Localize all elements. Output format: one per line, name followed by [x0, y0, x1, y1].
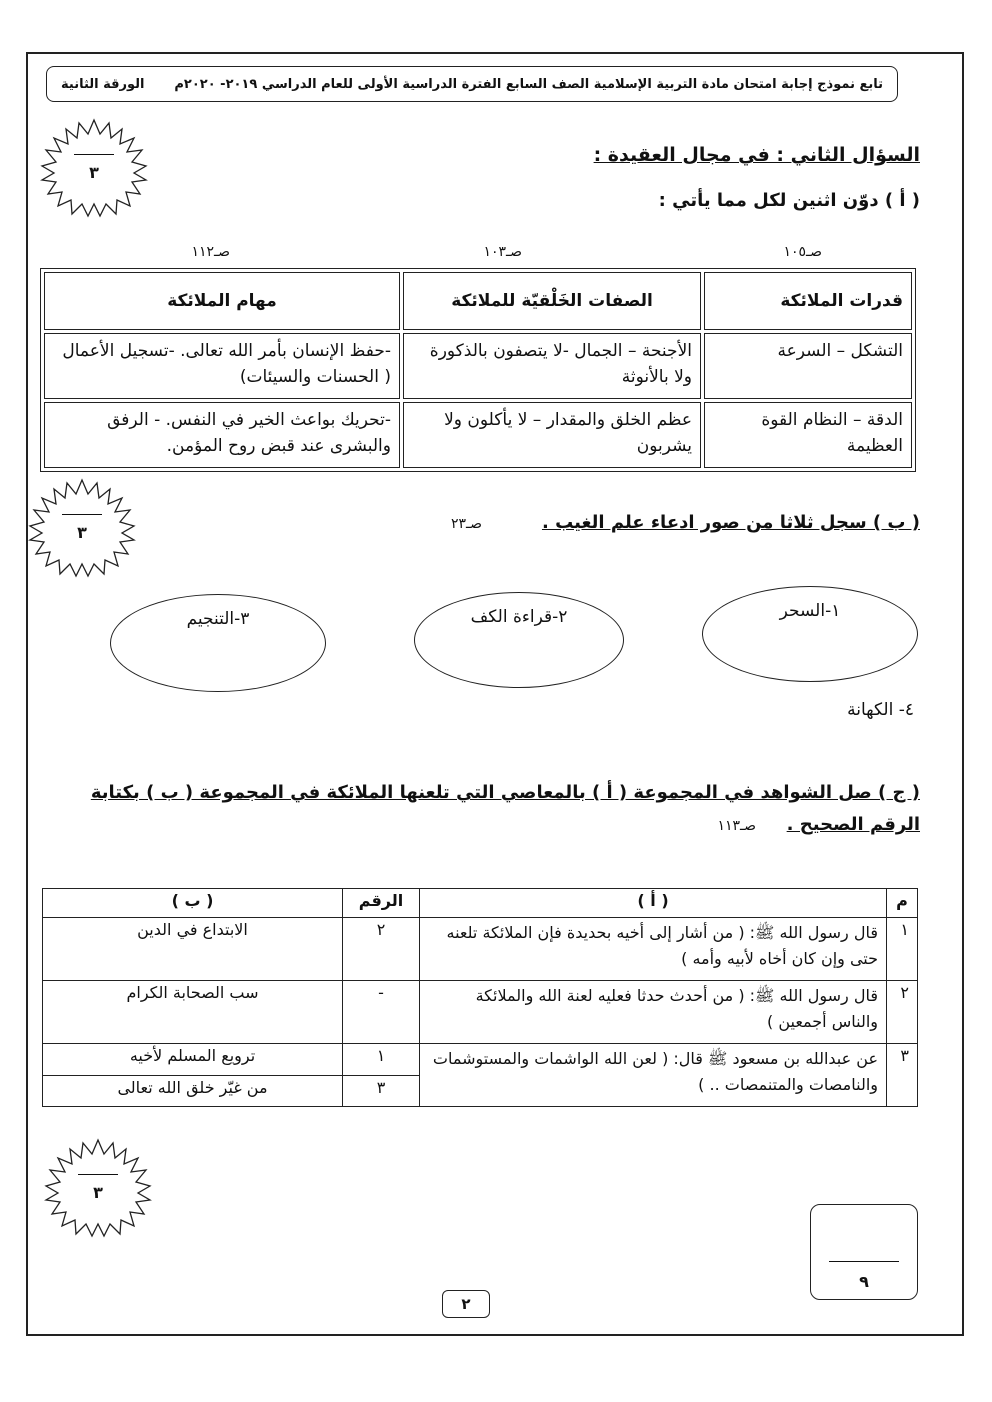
part-b-extra-answer: ٤- الكهانة	[847, 700, 914, 720]
score-a-value: ٣	[89, 163, 99, 182]
part-b-title: ( ب ) سجل ثلاثا من صور ادعاء علم الغيب .	[541, 512, 920, 533]
score-b-value: ٣	[77, 523, 87, 542]
question2-title: السؤال الثاني : في مجال العقيدة :	[593, 144, 920, 166]
col-header-num: م	[887, 889, 918, 918]
row-rank: -	[343, 981, 420, 1044]
row-b-text: ترويع المسلم لأخيه	[43, 1044, 343, 1076]
col-header-traits: الصفات الخَلْقيّة للملائكة	[403, 272, 701, 330]
col-header-rank: الرقم	[343, 889, 420, 918]
row-b-text: الابتداع في الدين	[43, 918, 343, 981]
part-a-page-3: صـ١١٢	[191, 244, 230, 260]
row-a-text: قال رسول الله ﷺ: ( من أحدث حدثا فعليه لعنة الله والملائكة والناس أجمعين )	[420, 981, 887, 1044]
row-a-text: عن عبدالله بن مسعود ﷺ قال: ( لعن الله الواشمات والمستوشمات والنامصات والمتنمصات .. )	[420, 1044, 887, 1107]
answer-ellipse-3	[110, 594, 326, 692]
exam-header	[46, 66, 898, 102]
part-a-title: ( أ ) دوّن اثنين لكل مما يأتي :	[658, 190, 920, 211]
angels-table	[40, 268, 916, 472]
part-b-page: صـ٢٣	[450, 516, 482, 532]
table-row	[43, 981, 918, 1044]
table-header-row	[43, 889, 918, 918]
col-header-b: ( ب )	[43, 889, 343, 918]
row-num: ٣	[887, 1044, 918, 1107]
score-c-value: ٣	[93, 1183, 103, 1202]
row-a-text: قال رسول الله ﷺ: ( من أشار إلى أخيه بحديدة فإن الملائكة تلعنه حتى وإن كان أخاه لأبيه وأمه )	[420, 918, 887, 981]
table-cell: عظم الخلق والمقدار – لا يأكلون ولا يشربون	[403, 402, 701, 468]
row-num: ١	[887, 918, 918, 981]
row-num: ٢	[887, 981, 918, 1044]
col-header-a: ( أ )	[420, 889, 887, 918]
row-rank: ٢	[343, 918, 420, 981]
page-number: ٢	[442, 1290, 490, 1318]
header-title: تابع نموذج إجابة امتحان مادة التربية الإسلامية الصف السابع الفترة الدراسية الأولى للعام الدراسي ٢٠١٩- ٢٠٢٠م	[174, 76, 883, 92]
table-cell: الدقة – النظام القوة العظيمة	[704, 402, 912, 468]
part-a-page-1: صـ١٠٥	[783, 244, 822, 260]
answer-text: ١-السحر	[779, 601, 841, 621]
col-header-tasks: مهام الملائكة	[44, 272, 400, 330]
total-score-value: ٩	[859, 1272, 869, 1291]
score-star-b	[26, 478, 138, 578]
table-cell: الأجنحة – الجمال -لا يتصفون بالذكورة ولا بالأنوثة	[403, 333, 701, 399]
total-score-box	[810, 1204, 918, 1300]
row-rank: ١	[343, 1044, 420, 1076]
col-header-abilities: قدرات الملائكة	[704, 272, 912, 330]
part-c-title-line1: ( ج ) صل الشواهد في المجموعة ( أ ) بالمعاصي التي تلعنها الملائكة في المجموعة ( ب ) بكتابة	[90, 782, 920, 803]
table-cell: -تحريك بواعث الخير في النفس. - الرفق والبشرى عند قبض روح المؤمن.	[44, 402, 400, 468]
table-cell: التشكل – السرعة	[704, 333, 912, 399]
answer-ellipse-2	[414, 592, 624, 688]
answer-text: ٣-التنجيم	[186, 609, 250, 629]
header-sheet: الورقة الثانية	[61, 76, 145, 92]
table-row	[43, 918, 918, 981]
table-row	[44, 333, 912, 399]
score-star-c	[42, 1138, 154, 1238]
answer-ellipse-1	[702, 586, 918, 682]
matching-table	[42, 888, 918, 1107]
table-header-row	[44, 272, 912, 330]
part-c-page: صـ١١٣	[717, 818, 756, 834]
answer-text: ٢-قراءة الكف	[470, 607, 568, 627]
row-b-text: سب الصحابة الكرام	[43, 981, 343, 1044]
table-row	[43, 1044, 918, 1076]
table-row	[44, 402, 912, 468]
score-star-a	[38, 118, 150, 218]
part-a-page-2: صـ١٠٣	[483, 244, 522, 260]
table-cell: -حفظ الإنسان بأمر الله تعالى. -تسجيل الأعمال ( الحسنات والسيئات)	[44, 333, 400, 399]
row-b-text: من غيّر خلق الله تعالى	[43, 1075, 343, 1107]
row-rank: ٣	[343, 1075, 420, 1107]
part-c-title-line2: الرقم الصحيح .	[786, 814, 920, 835]
